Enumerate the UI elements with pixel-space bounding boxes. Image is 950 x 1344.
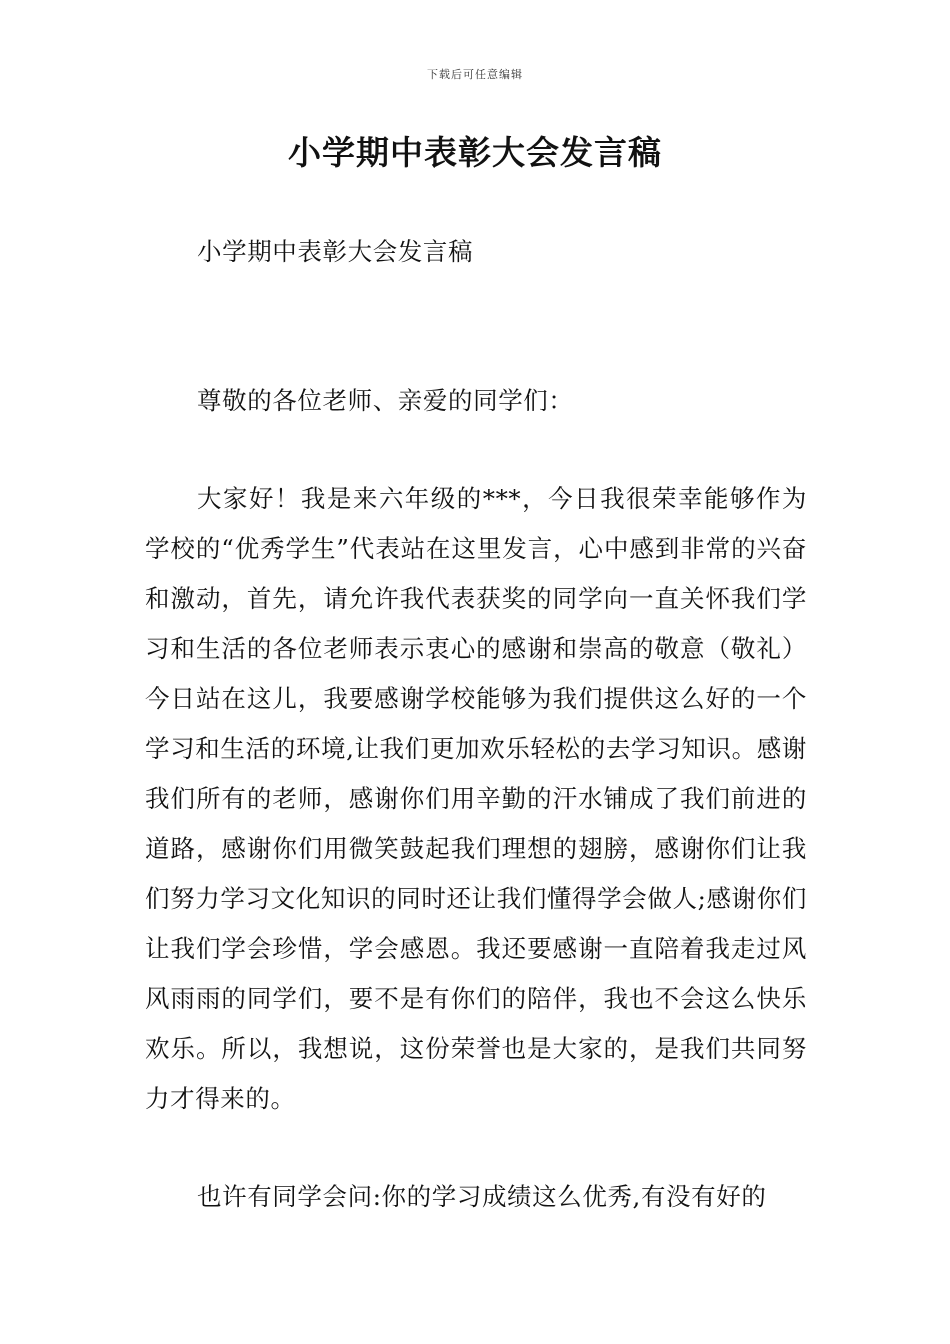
document-title: 小学期中表彰大会发言稿 [288, 133, 662, 172]
paragraph-1: 大家好！我是来六年级的***，今日我很荣幸能够作为学校的“优秀学生”代表站在这里发言，心中感到非常的兴奋和激动，首先，请允许我代表获奖的同学向一直关怀我们学习和生活的各位老师表示衷心的感谢和崇高的敬意（敬礼）今日站在这儿，我要感谢学校能够为我们提供这么好的一个学习和生活的环境,让我们更加欢乐轻松的去学习知识。感谢我们所有的老师，感谢你们用辛勤的汗水铺成了我们前进的道路，感谢你们用微笑鼓起我们理想的翅膀，感谢你们让我们努力学习文化知识的同时还让我们懂得学会做人;感谢你们让我们学会珍惜，学会感恩。我还要感谢一直陪着我走过风风雨雨的同学们，要不是有你们的陪伴，我也不会这么快乐欢乐。所以，我想说，这份荣誉也是大家的，是我们共同努力才得来的。 [145, 484, 807, 1113]
header-note: 下载后可任意编辑 [427, 68, 523, 81]
document-subtitle: 小学期中表彰大会发言稿 [197, 237, 474, 266]
paragraph-2: 也许有同学会问:你的学习成绩这么优秀,有没有好的 [197, 1182, 767, 1211]
greeting-line: 尊敬的各位老师、亲爱的同学们： [197, 386, 574, 415]
